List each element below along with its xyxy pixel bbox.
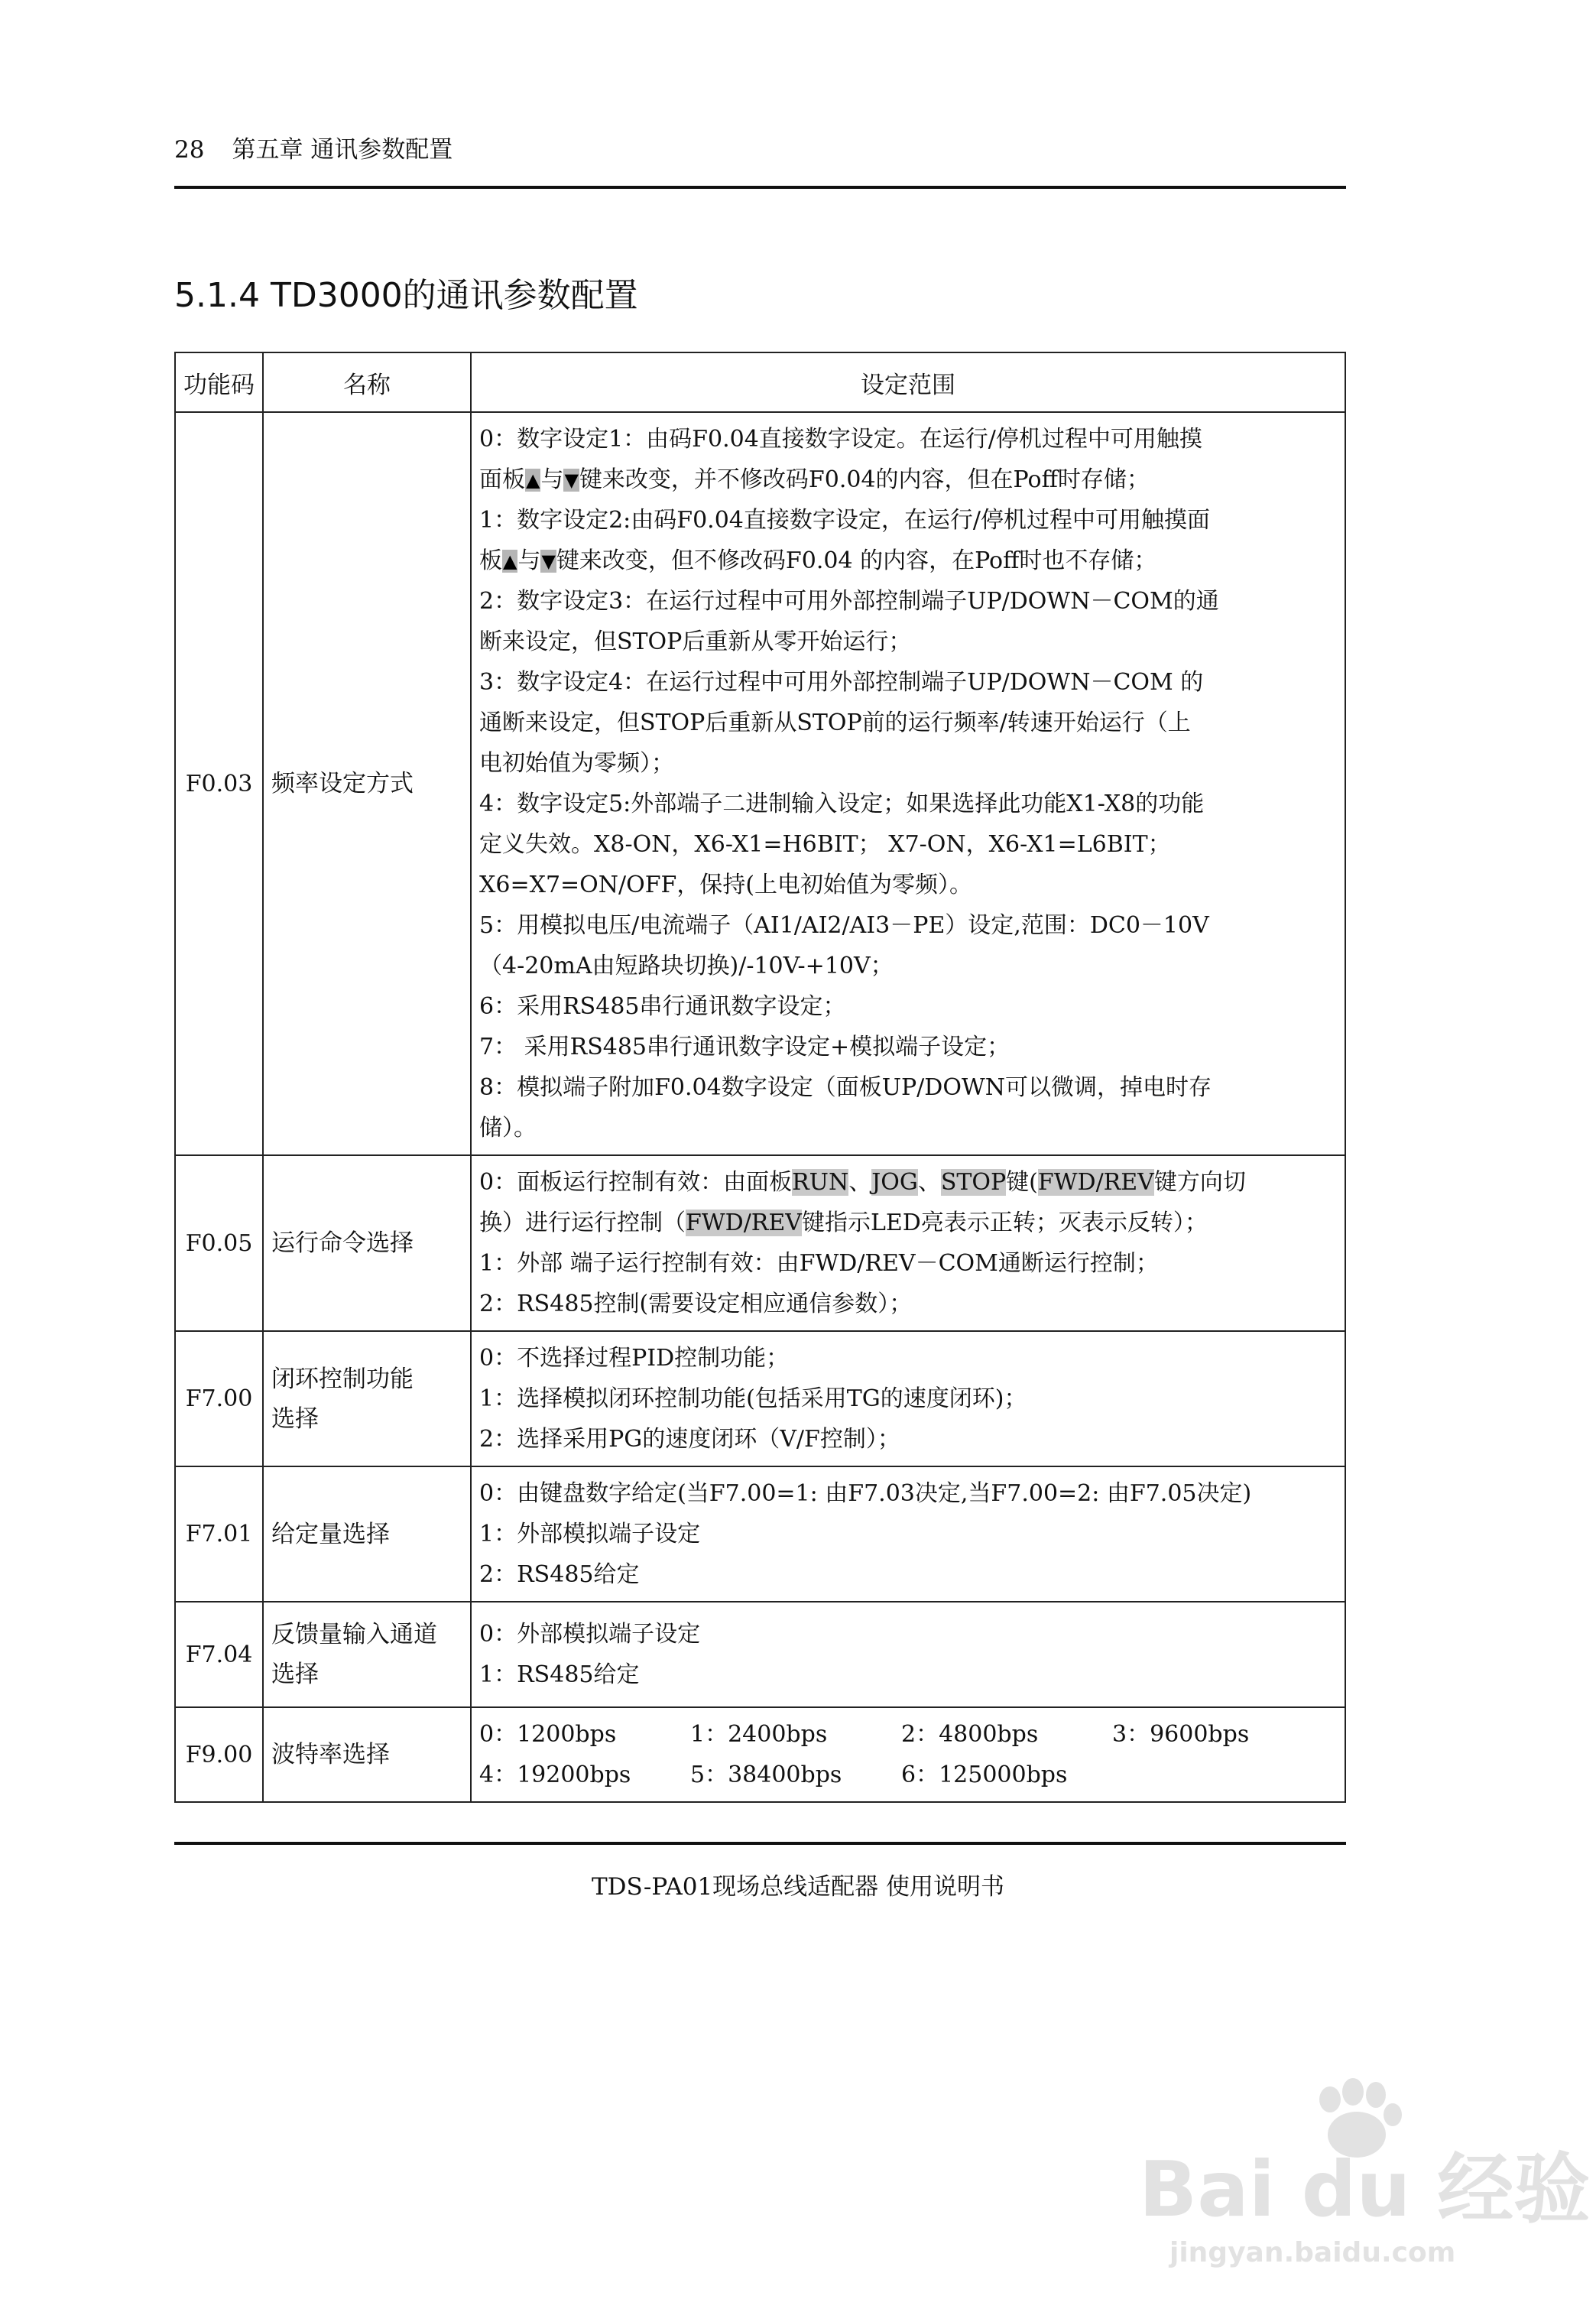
- up-arrow-key-icon: ▲: [503, 550, 517, 572]
- baud-line: 0：1200bps 1：2400bps 2：4800bps 3：9600bps: [479, 1721, 1250, 1748]
- row-code: F7.04: [175, 1602, 263, 1707]
- desc-line: 1：数字设定2:由码F0.04直接数字设定，在运行/停机过程中可用触摸面: [479, 507, 1211, 534]
- footer-title: TDS-PA01现场总线适配器 使用说明书: [591, 1873, 1005, 1901]
- row-code: F0.03: [175, 412, 263, 1155]
- desc-line: 1：外部模拟端子设定: [479, 1521, 701, 1547]
- desc-line: 0：面板运行控制有效：由面板RUN、JOG、STOP键(FWD/REV键方向切: [479, 1169, 1246, 1196]
- run-key-label: RUN: [792, 1169, 849, 1196]
- row-description: [471, 412, 1345, 1155]
- desc-line: 0：由键盘数字给定(当F7.00=1: 由F7.03决定,当F7.00=2: 由F7.05决定): [479, 1480, 1252, 1507]
- row-name: 运行命令选择: [263, 1155, 471, 1331]
- row-name: 闭环控制功能 选择: [263, 1331, 471, 1466]
- desc-line: 面板▲与▼键来改变，并不修改码F0.04的内容，但在Poff时存储；: [479, 466, 1150, 493]
- page-header: [174, 130, 453, 164]
- parameter-table: [174, 352, 1346, 1803]
- desc-line: 断来设定，但STOP后重新从零开始运行；: [479, 628, 912, 655]
- table-row: [175, 1707, 1345, 1802]
- header-rule: [174, 186, 1346, 189]
- down-arrow-key-icon: ▼: [564, 469, 579, 491]
- chapter-title: 第五章 通讯参数配置: [232, 136, 453, 164]
- table-row: [175, 1155, 1345, 1331]
- fwd-rev-key-label: FWD/REV: [686, 1210, 802, 1236]
- jog-key-label: JOG: [871, 1169, 918, 1196]
- row-code: F9.00: [175, 1707, 263, 1802]
- footer-rule: [174, 1842, 1346, 1845]
- desc-line: 0：外部模拟端子设定: [479, 1621, 701, 1648]
- desc-line: 1：外部 端子运行控制有效：由FWD/REV－COM通断运行控制；: [479, 1250, 1159, 1277]
- desc-line: 0：数字设定1：由码F0.04直接数字设定。在运行/停机过程中可用触摸: [479, 426, 1202, 453]
- row-description: [471, 1331, 1345, 1466]
- desc-line: 换）进行运行控制（FWD/REV键指示LED亮表示正转；灭表示反转）；: [479, 1210, 1208, 1236]
- desc-line: 4：数字设定5:外部端子二进制输入设定；如果选择此功能X1-X8的功能: [479, 791, 1205, 817]
- desc-line: 1：RS485给定: [479, 1661, 640, 1688]
- column-header-range: 设定范围: [471, 352, 1345, 412]
- row-description: [471, 1466, 1345, 1602]
- up-arrow-key-icon: ▲: [526, 469, 540, 491]
- table-row: [175, 1331, 1345, 1466]
- watermark-url: jingyan.baidu.com: [1169, 2237, 1456, 2268]
- table-header-row: [175, 352, 1345, 412]
- table-row: [175, 1466, 1345, 1602]
- desc-line: 2：选择采用PG的速度闭环（V/F控制）；: [479, 1426, 900, 1453]
- row-code: F7.01: [175, 1466, 263, 1602]
- desc-line: （4-20mA由短路块切换)/-10V-+10V；: [479, 953, 894, 979]
- baud-line: 4：19200bps 5：38400bps 6：125000bps: [479, 1762, 1068, 1788]
- column-header-code: 功能码: [175, 352, 263, 412]
- desc-line: 7： 采用RS485串行通讯数字设定+模拟端子设定；: [479, 1034, 1010, 1060]
- desc-line: 8：模拟端子附加F0.04数字设定（面板UP/DOWN可以微调，掉电时存: [479, 1074, 1212, 1101]
- row-description: [471, 1707, 1345, 1802]
- row-description: [471, 1602, 1345, 1707]
- watermark-brand: Bai du 经验: [1139, 2145, 1591, 2234]
- desc-line: 2：RS485给定: [479, 1561, 640, 1588]
- desc-line: 定义失效。X8-ON，X6-X1=H6BIT； X7-ON，X6-X1=L6BIT；: [479, 831, 1171, 858]
- desc-line: 板▲与▼键来改变，但不修改码F0.04 的内容，在Poff时也不存储；: [479, 547, 1157, 574]
- row-code: F0.05: [175, 1155, 263, 1331]
- desc-line: 5：用模拟电压/电流端子（AI1/AI2/AI3－PE）设定,范围：DC0－10V: [479, 912, 1209, 939]
- desc-line: 电初始值为零频）；: [479, 750, 674, 777]
- down-arrow-key-icon: ▼: [541, 550, 556, 572]
- baidu-jingyan-watermark: [1139, 2072, 1591, 2271]
- desc-line: 3：数字设定4：在运行过程中可用外部控制端子UP/DOWN－COM 的: [479, 669, 1204, 696]
- desc-line: 1：选择模拟闭环控制功能(包括采用TG的速度闭环)；: [479, 1385, 1027, 1412]
- desc-line: 通断来设定，但STOP后重新从STOP前的运行频率/转速开始运行（上: [479, 710, 1191, 736]
- fwd-rev-key-label: FWD/REV: [1037, 1169, 1154, 1196]
- desc-line: 2：RS485控制(需要设定相应通信参数）；: [479, 1291, 913, 1317]
- table-row: [175, 412, 1345, 1155]
- column-header-name: 名称: [263, 352, 471, 412]
- row-code: F7.00: [175, 1331, 263, 1466]
- row-name: 波特率选择: [263, 1707, 471, 1802]
- desc-line: 0：不选择过程PID控制功能；: [479, 1345, 790, 1372]
- row-name: 给定量选择: [263, 1466, 471, 1602]
- stop-key-label: STOP: [940, 1169, 1007, 1196]
- page-number: 28: [174, 136, 205, 164]
- row-name: 频率设定方式: [263, 412, 471, 1155]
- row-name: 反馈量输入通道 选择: [263, 1602, 471, 1707]
- row-description: [471, 1155, 1345, 1331]
- desc-line: X6=X7=ON/OFF，保持(上电初始值为零频）。: [479, 872, 973, 898]
- desc-line: 2：数字设定3：在运行过程中可用外部控制端子UP/DOWN－COM的通: [479, 588, 1219, 615]
- desc-line: 储）。: [479, 1115, 537, 1141]
- table-row: [175, 1602, 1345, 1707]
- section-title: 5.1.4 TD3000的通讯参数配置: [174, 276, 638, 315]
- desc-line: 6：采用RS485串行通讯数字设定；: [479, 993, 846, 1020]
